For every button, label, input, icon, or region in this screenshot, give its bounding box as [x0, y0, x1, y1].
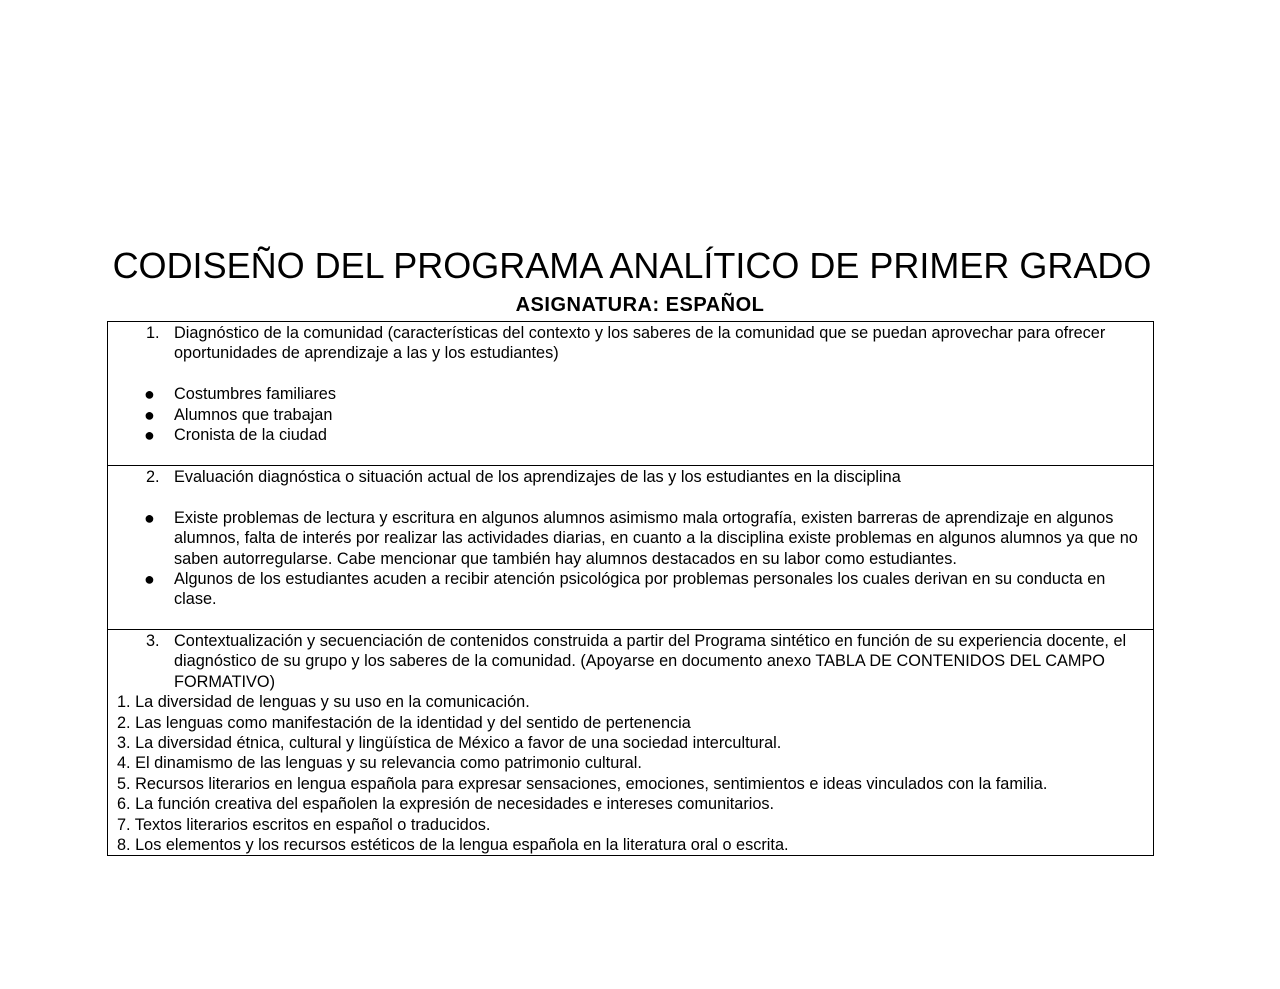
section-number: 1.: [146, 324, 160, 342]
bullet-icon: ●: [144, 569, 155, 590]
content-item: 6. La función creativa del españolen la expresión de necesidades e intereses comunitarios.: [117, 795, 775, 814]
bullet-icon: ●: [144, 404, 155, 425]
section-heading-text: Evaluación diagnóstica o situación actual de los aprendizajes de las y los estudiantes en la disciplina: [174, 468, 901, 486]
section-heading: [108, 631, 1153, 692]
list-item: [108, 508, 1153, 569]
section-heading: [108, 323, 1153, 364]
section-contextualization: [108, 630, 1153, 855]
page-title: CODISEÑO DEL PROGRAMA ANALÍTICO DE PRIMER GRADO: [112, 245, 1152, 286]
program-table: [107, 321, 1154, 856]
subject-heading: ASIGNATURA: ESPAÑOL: [515, 294, 765, 316]
content-item: 3. La diversidad étnica, cultural y lingüística de México a favor de una sociedad intercultural.: [117, 734, 782, 753]
content-item: 4. El dinamismo de las lenguas y su relevancia como patrimonio cultural.: [117, 754, 642, 773]
content-item: 2. Las lenguas como manifestación de la identidad y del sentido de pertenencia: [117, 713, 691, 732]
list-item-text: Existe problemas de lectura y escritura en algunos alumnos asimismo mala ortografía, existen barreras de aprendizaje en algunos alumnos, falta de interés por realizar las actividades diarias, en cuanto a la disciplina existe problemas en algunos alumnos ya que no saben autorregularse. Cabe mencionar que también hay alumnos destacados en su labor como estudiantes.: [174, 508, 1138, 568]
list-item: [108, 569, 1153, 610]
content-item: 1. La diversidad de lenguas y su uso en la comunicación.: [117, 693, 530, 712]
list-item-text: Algunos de los estudiantes acuden a recibir atención psicológica por problemas personales los cuales derivan en su conducta en clase.: [174, 570, 1106, 609]
section-community-diagnosis: [108, 322, 1153, 466]
list-item: [108, 405, 1153, 425]
section-number: 2.: [146, 468, 160, 486]
list-item: [108, 425, 1153, 445]
bullet-icon: ●: [144, 507, 155, 528]
content-item: 8. Los elementos y los recursos estéticos de la lengua española en la literatura oral o escrita.: [117, 836, 789, 855]
content-item: 7. Textos literarios escritos en español o traducidos.: [117, 815, 491, 834]
bullet-icon: ●: [144, 425, 155, 446]
list-item-text: Alumnos que trabajan: [174, 405, 333, 424]
section-heading-text: Diagnóstico de la comunidad (características del contexto y los saberes de la comunidad que se puedan aprovechar para ofrecer oportunidades de aprendizaje a las y los estudiantes): [174, 324, 1106, 363]
section-heading-text: Contextualización y secuenciación de contenidos construida a partir del Programa sintético en función de su experiencia docente, el diagnóstico de su grupo y los saberes de la comunidad. (Apoyarse en documento anexo TABLA DE CONTENIDOS DEL CAMPO FORMATIVO): [174, 632, 1127, 691]
list-item-text: Cronista de la ciudad: [174, 426, 327, 445]
content-item: 5. Recursos literarios en lengua española para expresar sensaciones, emociones, sentimientos e ideas vinculados con la familia.: [117, 774, 1048, 793]
section-heading: [108, 467, 1153, 487]
list-item-text: Costumbres familiares: [174, 385, 336, 404]
list-item: [108, 384, 1153, 404]
bullet-icon: ●: [144, 384, 155, 405]
section-diagnostic-evaluation: [108, 466, 1153, 630]
section-number: 3.: [146, 632, 160, 650]
